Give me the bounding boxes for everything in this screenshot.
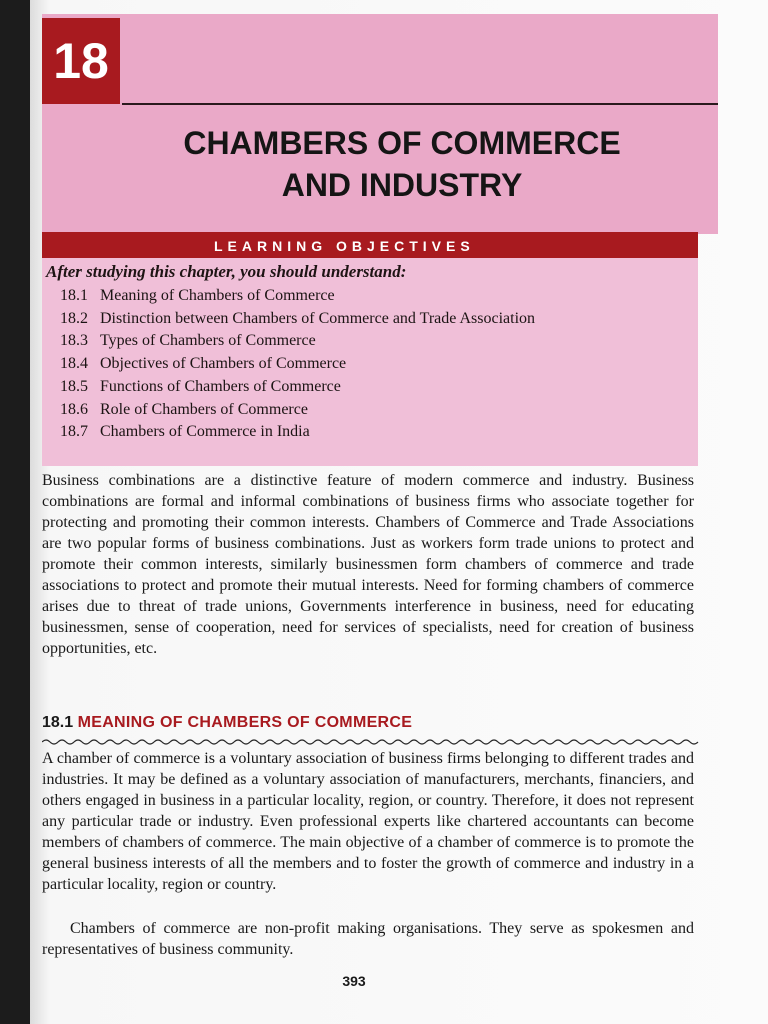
learning-objectives-intro: After studying this chapter, you should understand: [46,262,407,281]
list-item [60,285,535,308]
section-paragraph-1: A chamber of commerce is a voluntary association of business firms belonging to different trades and industries. It may be defined as a voluntary association of manufacturers, merchants, financiers, and others engaged in business in a particular locality, region, or country. Therefore, it does not represent any particular trade or industry. Even professional experts like chartered accountants can become members of chambers of commerce. The main objective of a chamber of commerce is to promote the general business interests of all the members and to foster the growth of commerce and industry in a particular locality, region or country. [42,750,694,893]
title-rule [122,103,718,105]
book-page [30,0,768,1024]
list-item [60,330,535,353]
list-item [60,421,535,444]
chapter-title-line-2: AND INDUSTRY [281,167,523,203]
list-item [60,399,535,422]
objective-text: Functions of Chambers of Commerce [100,377,341,395]
objective-text: Types of Chambers of Commerce [100,332,316,350]
list-item [60,308,535,331]
section-number: 18.1 [42,714,74,731]
intro-paragraph: Business combinations are a distinctive feature of modern commerce and industry. Business combinations are formal and informal combinations of business firms who associate together for protecting and promoting their common interests. Chambers of Commerce and Trade Associations are two popular forms of business combinations. Just as workers form trade unions to protect and promote their common interests, similarly businessmen form chambers of commerce and trade associations to protect and promote their mutual interests. Need for forming chambers of commerce arises due to threat of trade unions, Governments interference in business, need for educating businessmen, sense of cooperation, need for services of specialists, need for creation of business opportunities, etc. [42,472,694,657]
objective-number: 18.4 [60,355,88,373]
objective-number: 18.6 [60,400,88,418]
objective-number: 18.5 [60,377,88,395]
objective-number: 18.2 [60,309,88,327]
list-item [60,353,535,376]
list-item [60,376,535,399]
section-heading [42,714,412,732]
wavy-underline [42,738,702,746]
objective-number: 18.7 [60,423,88,441]
chapter-number: 18 [53,33,109,89]
objective-text: Objectives of Chambers of Commerce [100,355,347,373]
section-paragraph-2: Chambers of commerce are non-profit making organisations. They serve as spokesmen and representatives of business community. [42,920,694,958]
objective-text: Distinction between Chambers of Commerce and Trade Association [100,309,536,327]
objective-number: 18.3 [60,332,88,350]
chapter-title-line-1: CHAMBERS OF COMMERCE [183,125,621,161]
chapter-title [122,122,682,206]
page-number: 393 [342,973,366,989]
learning-objectives-list [60,285,535,444]
objective-text: Role of Chambers of Commerce [100,400,308,418]
objective-text: Chambers of Commerce in India [100,423,310,441]
chapter-number-box [42,18,120,104]
learning-objectives-heading: LEARNING OBJECTIVES [214,238,475,254]
objective-text: Meaning of Chambers of Commerce [100,287,335,304]
objective-number: 18.1 [60,287,88,304]
section-title: MEANING OF CHAMBERS OF COMMERCE [77,714,413,731]
